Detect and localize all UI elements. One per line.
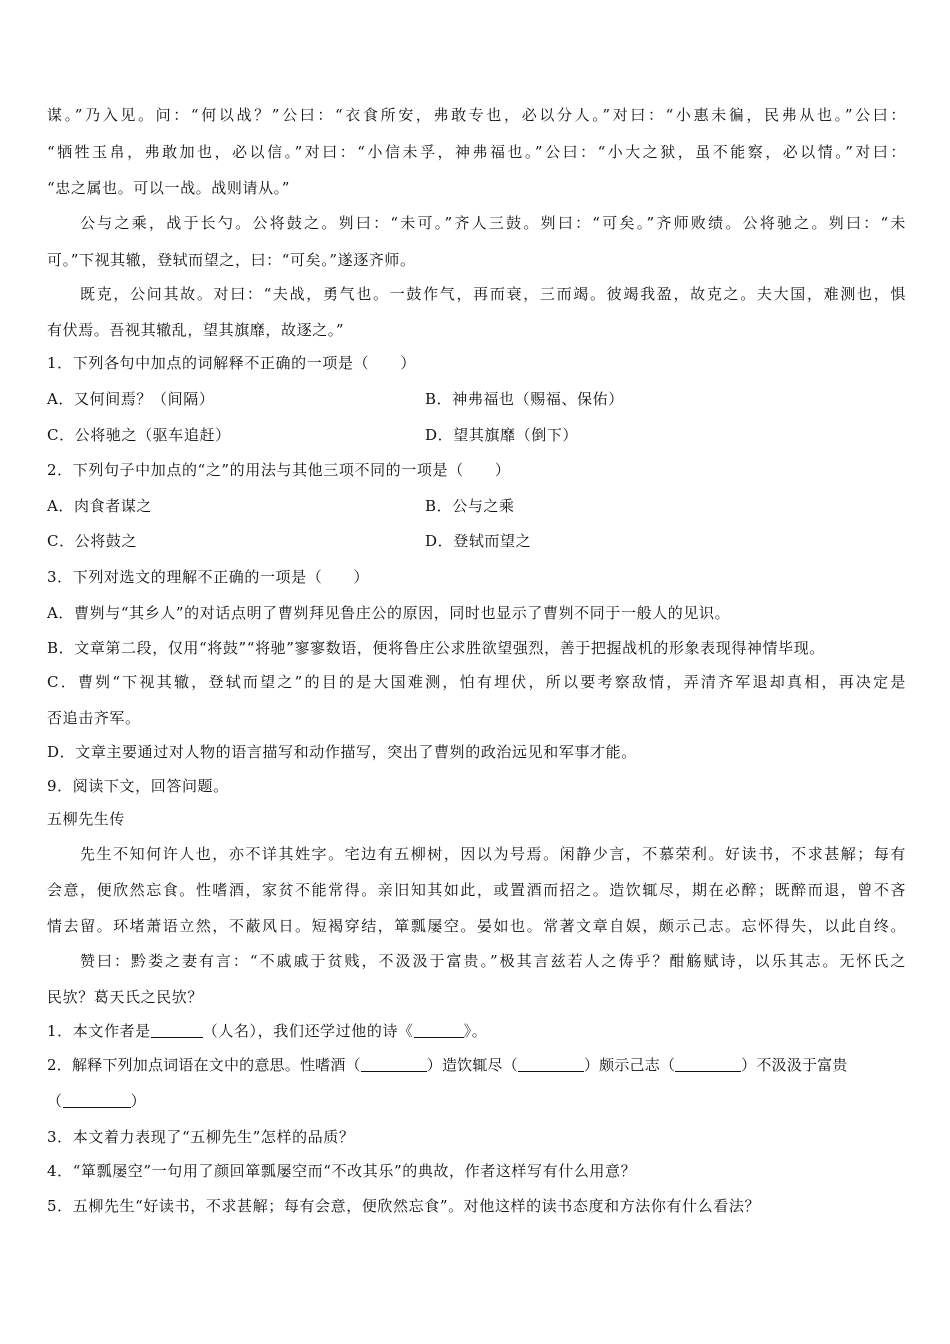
sub-question-5: 5．五柳先生“好读书，不求甚解；每有会意，便欣然忘食”。对他这样的读书态度和方法你有什么看法？ (47, 1197, 761, 1215)
option-d: D．登轼而望之 (425, 532, 532, 550)
option-a: A．又何间焉？（间隔） (47, 390, 215, 408)
sub-question-2: 2．解释下列加点词语在文中的意思。性嗜酒（ ）造饮辄尽（ ）颇示己志（ ）不汲汲于富贵 (47, 1056, 848, 1074)
passage-line: 可。”下视其辙，登轼而望之，曰：“可矣。”遂逐齐师。 (47, 251, 416, 269)
sub-question-1: 1．本文作者是 （人名），我们还学过他的诗《 》。 (47, 1022, 488, 1040)
answer-blank[interactable] (361, 1057, 427, 1072)
passage-line: 谋。”乃入见。问：“何以战？”公曰：“衣食所安，弗敢专也，必以分人。”对曰：“小惠未徧，民弗从也。”公曰： (47, 106, 906, 124)
question-stem: 3．下列对选文的理解不正确的一项是（ ） (47, 568, 370, 586)
passage-line: “忠之属也。可以一战。战则请从。” (47, 179, 291, 197)
passage-line: 公与之乘，战于长勺。公将鼓之。刿曰：“未可。”齐人三鼓。刿曰：“可矣。”齐师败绩。公将驰之。刿曰：“未 (80, 214, 906, 232)
passage-line: 民欤？葛天氏之民欤？ (47, 988, 204, 1006)
option-row (47, 424, 906, 445)
question-intro: 9．阅读下文，回答问题。 (47, 777, 229, 795)
option-row (47, 530, 906, 551)
sub-question-4: 4．“箪瓢屡空”一句用了颜回箪瓢屡空而“不改其乐”的典故，作者这样写有什么用意？ (47, 1162, 637, 1180)
option-b: B．神弗福也（赐福、保佑） (425, 390, 624, 408)
option-d: D．文章主要通过对人物的语言描写和动作描写，突出了曹刿的政治远见和军事才能。 (47, 743, 637, 761)
sub-question-3: 3．本文着力表现了“五柳先生”怎样的品质？ (47, 1128, 355, 1146)
option-b: B．文章第二段，仅用“将鼓”“将驰”寥寥数语，便将鲁庄公求胜欲望强烈，善于把握战机的形象表现得神情毕现。 (47, 639, 825, 657)
passage-line: 有伏焉。吾视其辙乱，望其旗靡，故逐之。” (47, 321, 345, 339)
passage-line: 会意，便欣然忘食。性嗜酒，家贫不能常得。亲旧知其如此，或置酒而招之。造饮辄尽，期在必醉；既醉而退，曾不吝 (47, 881, 906, 899)
option-a: A．曹刿与“其乡人”的对话点明了曹刿拜见鲁庄公的原因，同时也显示了曹刿不同于一般人的见识。 (47, 604, 731, 622)
question-stem: 2．下列句子中加点的“之”的用法与其他三项不同的一项是（ ） (47, 461, 511, 479)
answer-blank[interactable] (63, 1093, 131, 1108)
option-c: C．公将鼓之 (47, 532, 138, 550)
passage-line: “牺牲玉帛，弗敢加也，必以信。”对曰：“小信未孚，神弗福也。”公曰：“小大之狱，虽不能察，必以情。”对曰： (47, 143, 906, 161)
answer-blank[interactable] (518, 1057, 584, 1072)
option-d: D．望其旗靡（倒下） (425, 426, 579, 444)
passage-line: 先生不知何许人也，亦不详其姓字。宅边有五柳树，因以为号焉。闲静少言，不慕荣利。好读书，不求甚解；每有 (80, 845, 906, 863)
passage-line: 既克，公问其故。对曰：“夫战，勇气也。一鼓作气，再而衰，三而竭。彼竭我盈，故克之。夫大国，难测也，惧 (80, 285, 906, 303)
option-c: C．曹刿“下视其辙，登轼而望之”的目的是大国难测，怕有埋伏，所以要考察敌情，弄清齐军退却真相，再决定是 (47, 673, 906, 691)
answer-blank[interactable] (151, 1023, 203, 1038)
passage-line: 情去留。环堵萧语立然，不蔽风日。短褐穿结，箪瓢屡空。晏如也。常著文章自娱，颇示己志。忘怀得失，以此自终。 (47, 917, 906, 935)
option-a: A．肉食者谋之 (47, 497, 153, 515)
answer-blank[interactable] (414, 1023, 464, 1038)
passage-title: 五柳先生传 (47, 810, 126, 828)
option-c: C．公将驰之（驱车追赶） (47, 426, 231, 444)
sub-question-2-continued: （ ） (47, 1092, 147, 1110)
option-row (47, 495, 906, 516)
option-b: B．公与之乘 (425, 497, 515, 515)
option-c-continued: 否追击齐军。 (47, 709, 141, 727)
answer-blank[interactable] (675, 1057, 741, 1072)
passage-line: 赞曰：黔娄之妻有言：“不戚戚于贫贱，不汲汲于富贵。”极其言兹若人之俦乎？酣觞赋诗，以乐其志。无怀氏之 (80, 952, 906, 970)
option-row (47, 388, 906, 409)
question-stem: 1．下列各句中加点的词解释不正确的一项是（ ） (47, 354, 416, 372)
